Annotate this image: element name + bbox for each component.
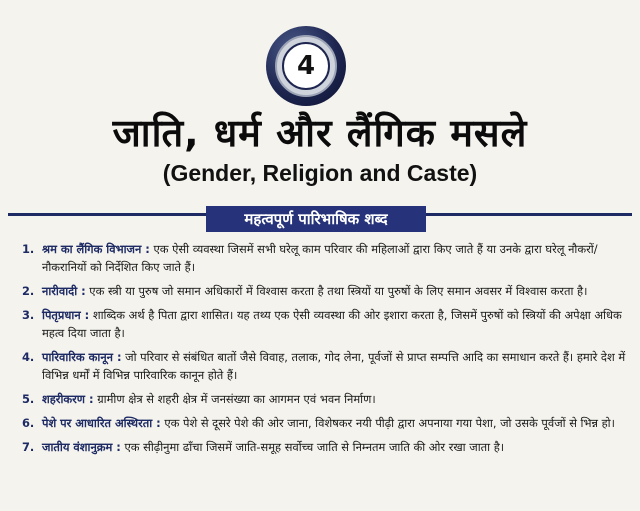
terms-list [16, 240, 626, 462]
term-definition: जो परिवार से संबंधित बातों जैसे विवाह, तलाक, गोद लेना, पूर्वजों से प्राप्त सम्पत्ति आदि का समाधान करते हैं। हमारे देश में विभिन्न धर्मों में विभिन्न पारिवारिक कानून होते हैं। [42, 350, 626, 382]
term-item [16, 348, 626, 384]
term-name: पारिवारिक कानून : [42, 350, 122, 364]
term-definition: एक पेशे से दूसरे पेशे की ओर जाना, विशेषकर नयी पीढ़ी द्वारा अपनाया गया पेशा, जो उसके पूर्वजों से भिन्न हो। [160, 416, 615, 430]
section-heading: महत्वपूर्ण पारिभाषिक शब्द [206, 206, 426, 232]
term-number: 2. [22, 284, 35, 298]
term-definition: ग्रामीण क्षेत्र से शहरी क्षेत्र में जनसंख्या का आगमन एवं भवन निर्माण। [93, 392, 376, 406]
chapter-title-hindi: जाति, धर्म और लैंगिक मसले [112, 111, 528, 155]
term-item [16, 438, 626, 456]
term-item [16, 282, 626, 300]
chapter-badge [266, 26, 346, 106]
term-item [16, 390, 626, 408]
term-number: 1. [22, 242, 35, 256]
term-definition: एक सीढ़ीनुमा ढाँचा जिसमें जाति-समूह सर्वोच्च जाति से निम्नतम जाति की ओर रखा जाता है। [120, 440, 505, 454]
term-name: पेशे पर आधारित अस्थिरता : [42, 416, 161, 430]
term-definition: एक स्त्री या पुरुष जो समान अधिकारों में विश्वास करता है तथा स्त्रियों या पुरुषों के लिए समान अवसर में विश्वास करता है। [85, 284, 588, 298]
term-definition: एक ऐसी व्यवस्था जिसमें सभी घरेलू काम परिवार की महिलाओं द्वारा किए जाते हैं या उनके द्वारा घरेलू नौकरों/नौकरानियों को निर्देशित किए जाते हैं। [42, 242, 598, 274]
chapter-number: 4 [282, 42, 330, 90]
term-item [16, 414, 626, 432]
term-number: 4. [22, 350, 35, 364]
term-item [16, 306, 626, 342]
term-number: 7. [22, 440, 35, 454]
term-definition: शाब्दिक अर्थ है पिता द्वारा शासित। यह तथ्य एक ऐसी व्यवस्था की ओर इशारा करता है, जिसमें पुरुषों को स्त्रियों की अपेक्षा अधिक महत्व दिया जाता है। [42, 308, 622, 340]
chapter-title-english: (Gender, Religion and Caste) [162, 160, 478, 186]
term-number: 3. [22, 308, 35, 322]
term-name: जातीय वंशानुक्रम : [42, 440, 121, 454]
term-name: नारीवादी : [42, 284, 86, 298]
term-number: 5. [22, 392, 35, 406]
term-number: 6. [22, 416, 35, 430]
term-name: श्रम का लैंगिक विभाजन : [42, 242, 150, 256]
term-name: पितृप्रधान : [42, 308, 90, 322]
term-name: शहरीकरण : [42, 392, 94, 406]
term-item [16, 240, 626, 276]
